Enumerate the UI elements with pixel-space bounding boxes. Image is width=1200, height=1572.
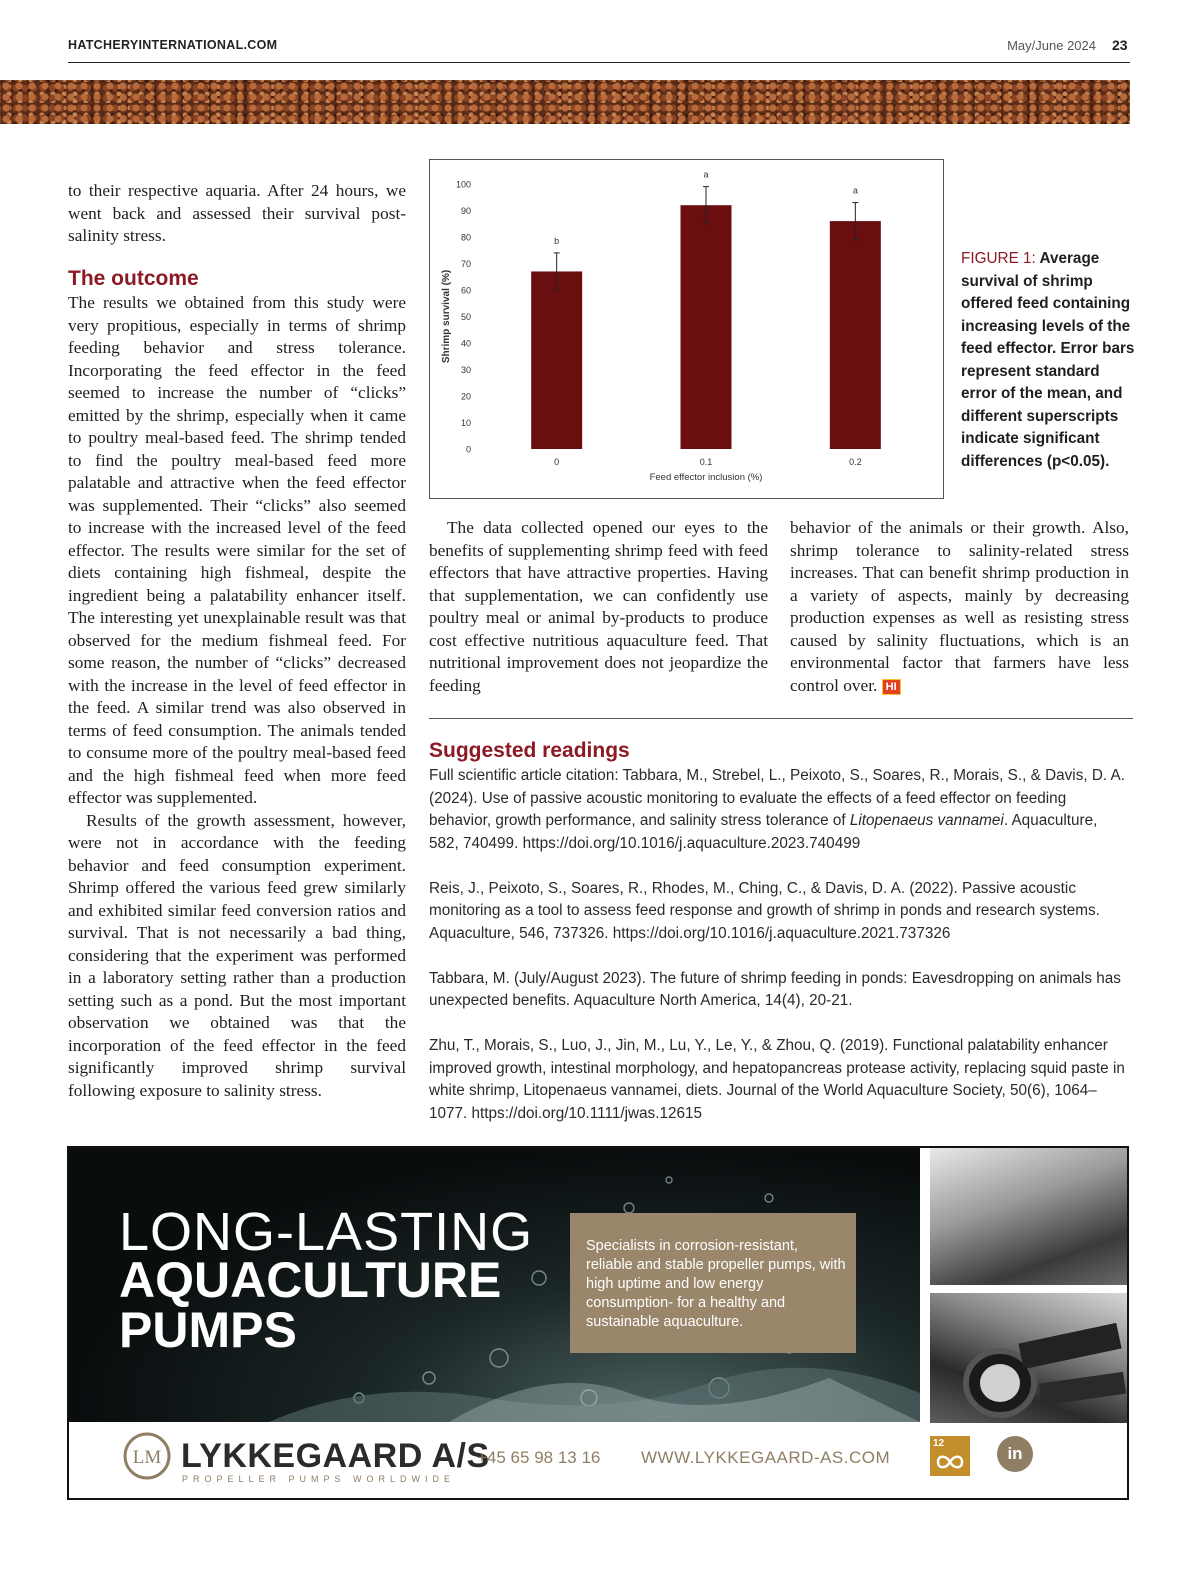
linkedin-icon[interactable]: in xyxy=(997,1436,1033,1472)
readings-list xyxy=(429,765,1129,1148)
outcome-body xyxy=(68,292,406,1102)
survival-bar-chart xyxy=(430,160,943,498)
water-splash-image xyxy=(69,1148,920,1422)
readings-heading: Suggested readings xyxy=(429,739,630,762)
y-tick-label: 100 xyxy=(455,179,471,190)
infinity-icon xyxy=(936,1454,964,1470)
reference-4: Zhu, T., Morais, S., Luo, J., Jin, M., Lu, Y., Le, Y., & Zhou, Q. (2019). Functional palatability enhancer improved growth, intestinal morphology, and hepatopancreas protease activity, replacing squid paste in white shrimp, Litopenaeus vannamei, diets. Journal of the World Aquaculture Society, 50(6), 1064–1077. https://doi.org/10.1111/jwas.12615 xyxy=(429,1037,1125,1122)
reference-3: Tabbara, M. (July/August 2023). The future of shrimp feeding in ponds: Eavesdropping on animals has unexpected benefits. Aquaculture North America, 14(4), 20-21. xyxy=(429,969,1121,1009)
significance-letter: a xyxy=(703,169,709,180)
middle-column: The data collected opened our eyes to the benefits of supplementing shrimp feed with feed effectors that have attractive properties. Having that supplementation, we can confidently use poultry meal or animal by-products to produce cost effective nutritious aquaculture feed. That nutritional improvement does not jeopardize the feeding xyxy=(429,518,768,695)
bar xyxy=(531,271,582,449)
figure-caption-text: Average survival of shrimp offered feed containing increasing levels of the feed effector. Error bars represent standard error of the mean, and different superscripts indicate significant differences (p<0.05). xyxy=(961,250,1135,470)
phone-number[interactable]: +45 65 98 13 16 xyxy=(477,1448,601,1467)
y-tick-label: 70 xyxy=(460,259,471,269)
page-number: 23 xyxy=(1112,37,1128,53)
y-tick-label: 40 xyxy=(460,338,471,349)
y-tick-label: 80 xyxy=(460,232,471,243)
y-tick-label: 60 xyxy=(460,285,471,296)
outcome-paragraph-2: Results of the growth assessment, however, were not in accordance with the feeding behavior and feed consumption experiment. Shrimp offered the various feed grew similarly and exhibited similar feed conversion ratios and survival. That is not necessarily a bad thing, considering that the experiment was performed in a laboratory setting rather than a production setting such as a pond. But the most important observation we obtained was that the incorporation of the feed effector in the feed significantly improved shrimp survival following exposure to salinity stress. xyxy=(68,810,406,1100)
y-tick-label: 90 xyxy=(460,206,471,216)
site-name: HATCHERYINTERNATIONAL.COM xyxy=(68,38,278,52)
header-rule xyxy=(68,62,1130,63)
bar xyxy=(681,205,732,449)
figure-caption xyxy=(961,248,1136,473)
right-column xyxy=(790,517,1129,697)
x-axis-label: Feed effector inclusion (%) xyxy=(649,472,763,483)
figure-1 xyxy=(429,159,944,499)
sdg-12-badge: 12 xyxy=(930,1436,970,1476)
y-axis-label: Shrimp survival (%) xyxy=(441,269,452,364)
pump-photo-outflow xyxy=(930,1148,1129,1285)
figure-caption-label: FIGURE 1: xyxy=(961,250,1036,267)
logo-monogram: LM xyxy=(132,1447,162,1468)
company-tagline: PROPELLER PUMPS WORLDWIDE xyxy=(182,1474,456,1484)
y-tick-label: 10 xyxy=(460,418,471,428)
bar xyxy=(830,221,881,449)
pipes-illustration xyxy=(930,1293,1129,1423)
advertisement[interactable] xyxy=(67,1146,1129,1500)
outcome-paragraph-1: The results we obtained from this study were very propitious, especially in terms of shrimp feeding behavior and stress tolerance. Incorporating the feed effector in the feed seemed to increase the number of “clicks” emitted by the shrimp, especially when it came to poultry meal-based feed. The shrimp tended to find the poultry meal-based feed more palatable and attractive when the feed effector was supplemented. Their “clicks” also seemed to increase with the increased level of the feed effector. The results were similar for the set of diets containing high fishmeal, despite the ingredient being a palatability enhancer itself. The interesting yet unexplainable result was that observed for the medium fishmeal feed. For some reason, the number of “clicks” decreased with the increase in the level of feed effector in the feed. A similar trend was also observed in terms of feed consumption. The animals tended to consume more of the poultry meal-based feed and the high fishmeal feed when more feed effector was supplemented. xyxy=(68,293,406,807)
y-tick-label: 0 xyxy=(465,444,471,455)
outcome-heading: The outcome xyxy=(68,267,199,290)
ad-blurb-box xyxy=(570,1213,856,1353)
end-mark-logo: HI xyxy=(882,679,901,695)
issue-date: May/June 2024 xyxy=(1007,38,1096,53)
significance-letter: b xyxy=(554,235,560,246)
ad-headline-3: PUMPS xyxy=(119,1302,297,1358)
ad-headline-2: AQUACULTURE xyxy=(119,1252,502,1308)
x-tick-label: 0.2 xyxy=(849,457,862,467)
y-tick-label: 30 xyxy=(460,365,471,375)
y-tick-label: 50 xyxy=(460,312,471,322)
right-column-text: behavior of the animals or their growth. Also, shrimp tolerance to salinity-related stress increases. That can benefit shrimp production in a variety of aspects, mainly by decreasing production expenses as well as resisting stress caused by salinity fluctuations, which is an environmental factor that farmers have less control over. xyxy=(790,518,1129,695)
website-link[interactable]: WWW.LYKKEGAARD-AS.COM xyxy=(641,1448,891,1467)
significance-letter: a xyxy=(852,185,858,196)
x-tick-label: 0.1 xyxy=(699,457,713,467)
company-name: LYKKEGAARD A/S xyxy=(181,1437,490,1475)
ad-headline-1: LONG-LASTING xyxy=(119,1202,534,1262)
pump-photo-pipes xyxy=(930,1293,1129,1423)
feed-pellet-banner xyxy=(0,80,1130,124)
species-name: Litopenaeus vannamei xyxy=(849,812,1004,829)
reference-1: Full scientific article citation: Tabbara, M., Strebel, L., Peixoto, S., Soares, R., Morais, S., & Davis, D. A. (2024). Use of passive acoustic monitoring to evaluate the effects of a feed effector on feeding behavior, growth performance, and salinity stress tolerance of Litopenaeus vannamei. Aquaculture, 582, 740499. https://doi.org/10.1016/j.aquaculture.2023.740499 xyxy=(429,767,1125,852)
lykkegaard-logo-icon xyxy=(121,1430,173,1482)
section-rule xyxy=(429,718,1133,719)
reference-2: Reis, J., Peixoto, S., Soares, R., Rhodes, M., Ching, C., & Davis, D. A. (2022). Passive acoustic monitoring as a tool to assess feed response and growth of shrimp in ponds and research systems. Aquaculture, 546, 737326. https://doi.org/10.1016/j.aquaculture.2021.737326 xyxy=(429,879,1100,942)
x-tick-label: 0 xyxy=(554,457,560,467)
y-tick-label: 20 xyxy=(460,391,471,402)
intro-paragraph: to their respective aquaria. After 24 hours, we went back and assessed their survival post-salinity stress. xyxy=(68,181,406,245)
ad-blurb: Specialists in corrosion-resistant, reliable and stable propeller pumps, with high uptime and low energy consumption- for a healthy and sustainable aquaculture. xyxy=(586,1238,846,1330)
